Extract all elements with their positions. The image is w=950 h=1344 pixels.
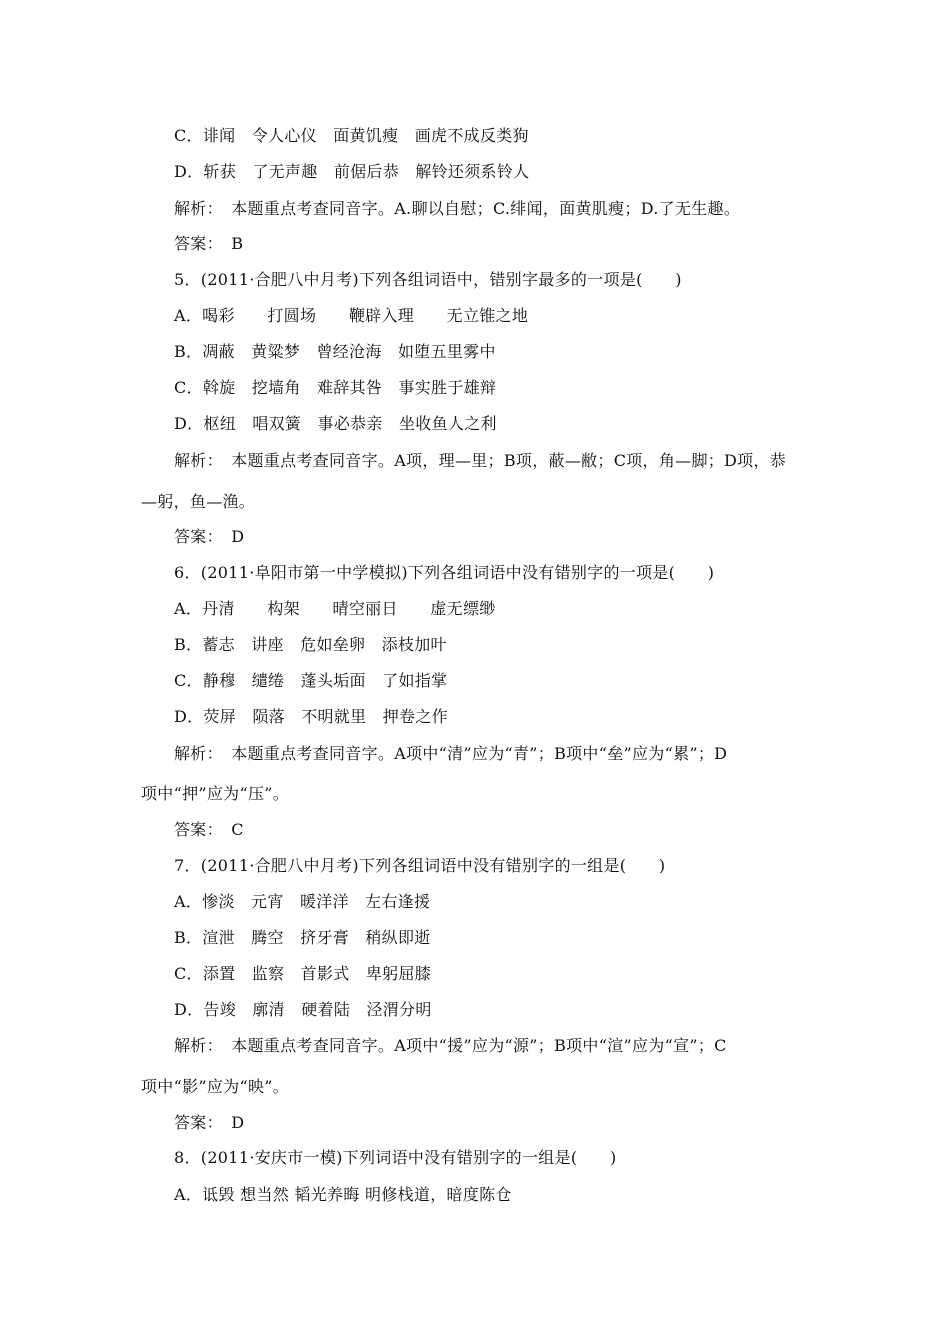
answer-line: 答案： B [174, 234, 244, 253]
analysis-line: 解析： 本题重点考查同音字。A.聊以自慰；C.绯闻，面黄肌瘦；D.了无生趣。 [174, 199, 741, 218]
answer-line: 答案： D [174, 1113, 245, 1132]
option-line: A．诋毁 想当然 韬光养晦 明修栈道，暗度陈仓 [174, 1185, 512, 1204]
option-line: D．枢纽 唱双簧 事必恭亲 坐收鱼人之利 [174, 414, 497, 433]
question-line: 6．(2011·阜阳市第一中学模拟)下列各组词语中没有错别字的一项是( ) [174, 563, 715, 582]
analysis-line: 解析： 本题重点考查同音字。A项，理—里；B项，蔽—敝；C项，角—脚；D项，恭 [174, 451, 787, 470]
option-line: A．丹清 构架 晴空丽日 虚无缥缈 [174, 599, 496, 618]
question-line: 5．(2011·合肥八中月考)下列各组词语中，错别字最多的一项是( ) [174, 270, 682, 289]
option-line: B．渲泄 腾空 挤牙膏 稍纵即逝 [174, 928, 431, 947]
option-line: D．告竣 廓清 硬着陆 泾渭分明 [174, 1000, 432, 1019]
option-line: D．斩获 了无声趣 前倨后恭 解铃还须系铃人 [174, 162, 530, 181]
analysis-line: 项中“影”应为“映”。 [141, 1077, 290, 1096]
answer-line: 答案： D [174, 527, 245, 546]
option-line: C．添置 监察 首影式 卑躬屈膝 [174, 964, 432, 983]
option-line: C．斡旋 挖墙角 难辞其咎 事实胜于雄辩 [174, 378, 497, 397]
analysis-line: 项中“押”应为“压”。 [141, 784, 290, 803]
analysis-line: —躬，鱼—渔。 [141, 492, 256, 511]
option-line: A．惨淡 元宵 暖洋洋 左右逢援 [174, 892, 431, 911]
analysis-line: 解析： 本题重点考查同音字。A项中“清”应为“青”；B项中“垒”应为“累”；D [174, 744, 728, 763]
question-line: 7．(2011·合肥八中月考)下列各组词语中没有错别字的一组是( ) [174, 856, 666, 875]
option-line: B．凋蔽 黄粱梦 曾经沧海 如堕五里雾中 [174, 342, 496, 361]
answer-line: 答案： C [174, 820, 244, 839]
option-line: C．诽闻 令人心仪 面黄饥瘦 画虎不成反类狗 [174, 126, 529, 145]
option-line: A．喝彩 打圆场 鞭辟入理 无立锥之地 [174, 306, 529, 325]
option-line: B．蓄志 讲座 危如垒卵 添枝加叶 [174, 635, 447, 654]
question-line: 8．(2011·安庆市一模)下列词语中没有错别字的一组是( ) [174, 1148, 617, 1167]
option-line: D．荧屏 陨落 不明就里 押卷之作 [174, 707, 448, 726]
analysis-line: 解析： 本题重点考查同音字。A项中“援”应为“源”；B项中“渲”应为“宣”；C [174, 1036, 727, 1055]
option-line: C．静穆 缱绻 蓬头垢面 了如指掌 [174, 671, 448, 690]
